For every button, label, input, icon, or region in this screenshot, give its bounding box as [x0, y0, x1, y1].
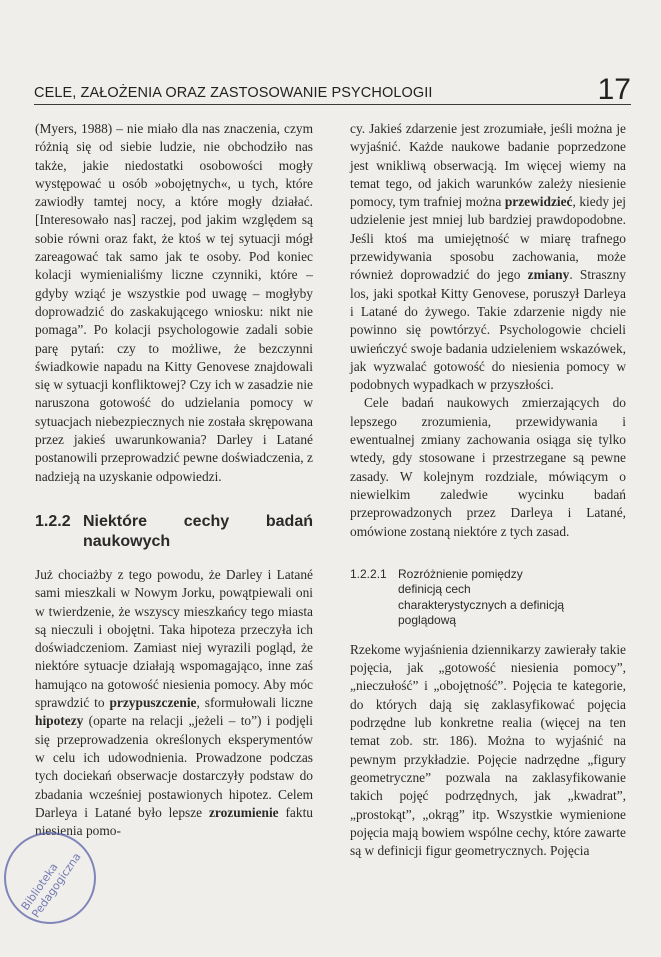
text-run: , kiedy jej udzielenie jest mniej lub bardziej prawdopodobne. Jeśli ktoś ma umiejętność w miarę trafnego przewidywania sposobu zachowania, może również doprowadzić do jego [350, 194, 626, 283]
text-run: . Straszny los, jaki spotkał Kitty Genovese, poruszył Darleya i Latané do żywego. Takie zdarzenie nigdy nie powinno się powtórzyć. Psychologowie chcieli uwieńczyć swoje badania udzieleniem wskazówek, jak wyzwalać gotowość do niesienia pomocy w podobnych wypadkach w przyszłości. [350, 267, 627, 393]
paragraph [350, 120, 626, 394]
section-title: Niektóre cechy badań naukowych [83, 512, 313, 550]
left-column [35, 120, 313, 840]
section-heading [35, 512, 313, 552]
text-run: (oparte na relacji „jeżeli – to”) i podjęli się przeprowadzenia określonych eksperymentów w celu ich udowodnienia. Prowadzone podczas tych dociekań obserwacje dostarczyły podstaw do zbadania wcześniej postawionych hipotez. Celem Darleya i Latané było lepsze [35, 713, 313, 820]
text-run: Już chociażby z tego powodu, że Darley i Latané sami mieszkali w Nowym Jorku, powątpiewali oni w twierdzenie, że wszyscy mieszkańcy tego miasta są nieczuli i obojętni. Taka hipoteza przeczyła ich doświadczeniom. Zamiast niej wyrazili pogląd, że niektóre sytuacje działają wspomagająco, inne zaś hamująco na gotowość niesienia pomocy. Aby móc sprawdzić to [35, 566, 313, 711]
paragraph [35, 566, 313, 840]
bold-term: zmiany [527, 267, 570, 283]
subsection-heading [350, 567, 626, 629]
stamp-text: Biblioteka Pedagogiczna [18, 850, 84, 921]
text-run: , sformułowali liczne [196, 695, 313, 711]
subsection-number: 1.2.2.1 [350, 566, 387, 581]
subsection-title: Rozróżnienie pomiędzy definicją cech charakterystycznych a definicją poglądową [398, 566, 565, 628]
paragraph: Rzekome wyjaśnienia dziennikarzy zawierały takie pojęcia, jak „gotowość niesienia pomocy”, „nieczułość” i „obojętność”. Pojęcia te kategorie, do których dają się zaklasyfikować pojęcia podrzędne lub konkretne realia (więcej na ten temat zob. str. 186). Można to wyjaśnić na pewnym przykładzie. Pojęcie nadrzędne „figury geometryczne” pozwala na zaklasyfikowanie takich pojęć podrzędnych, jak „kwadrat”, „prostokąt”, „okrąg” itp. Wszystkie wymienione pojęcia mają bowiem wspólne cechy, które zawarte są w definicji figur geometrycznych. Pojęcia [350, 641, 626, 859]
running-title: CELE, ZAŁOŻENIA ORAZ ZASTOSOWANIE PSYCHOLOGII [34, 85, 433, 101]
text-run: cy. Jakieś zdarzenie jest zrozumiałe, jeśli można je wyjaśnić. Każde naukowe badanie poprzedzone jest wnikliwą obserwacją. Im więcej wiemy na temat tego, od jakich warunków zależy niesienie pomocy, tym trafniej można [350, 121, 626, 210]
bold-term: hipotezy [35, 713, 84, 729]
paragraph: (Myers, 1988) – nie miało dla nas znaczenia, czym różnią się od siebie ludzie, nie obchodziło nas także, jakie niedostatki osobowości mogły występować u osób »obojętnych«, u tych, które zawiodły tamtej nocy, a które mogły działać. [Interesowało nas] raczej, pod jakim względem są sobie równi oraz fakt, że ktoś w tej sytuacji mógł zareagować tak samo jak te osoby. Pod koniec kolacji wymienialiśmy liczne czynniki, które – gdyby wziąć je wszystkie pod uwagę – mogłyby doprowadzić do zaskakującego wniosku: nikt nie pomaga”. Po kolacji psychologowie zadali sobie parę pytań: czy to możliwe, że bezczynni świadkowie napadu na Kitty Genovese znajdowali się w sytuacji konfliktowej? Czy ich w zasadzie nie naruszona gotowość do udzielania pomocy w sytuacjach niebezpiecznych nie została skrępowana przez jakieś uwarunkowania? Darley i Latané postanowili przeprowadzić pewne doświadczenia, z nadzieją na uzyskanie odpowiedzi. [35, 121, 313, 484]
right-column [350, 120, 626, 860]
bold-term: zrozumienie [208, 804, 279, 820]
running-header [34, 70, 631, 105]
paragraph: Cele badań naukowych zmierzających do lepszego zrozumienia, przewidywania i ewentualnej zmiany zachowania osiąga się tylko wtedy, gdy stosowane i przestrzegane są pewne zasady. W kolejnym rozdziale, mówiącym o niewielkim zaledwie wycinku badań przeprowadzonych przez Darleya i Latané, omówione zostaną niektóre z tych zasad. [350, 395, 626, 539]
text-run: faktu niesienia pomo- [35, 804, 313, 839]
page-number: 17 [597, 73, 631, 106]
bold-term: przewidzieć [504, 194, 573, 210]
section-number: 1.2.2 [35, 512, 71, 530]
bold-term: przypuszczenie [109, 695, 197, 711]
library-stamp [4, 832, 96, 924]
